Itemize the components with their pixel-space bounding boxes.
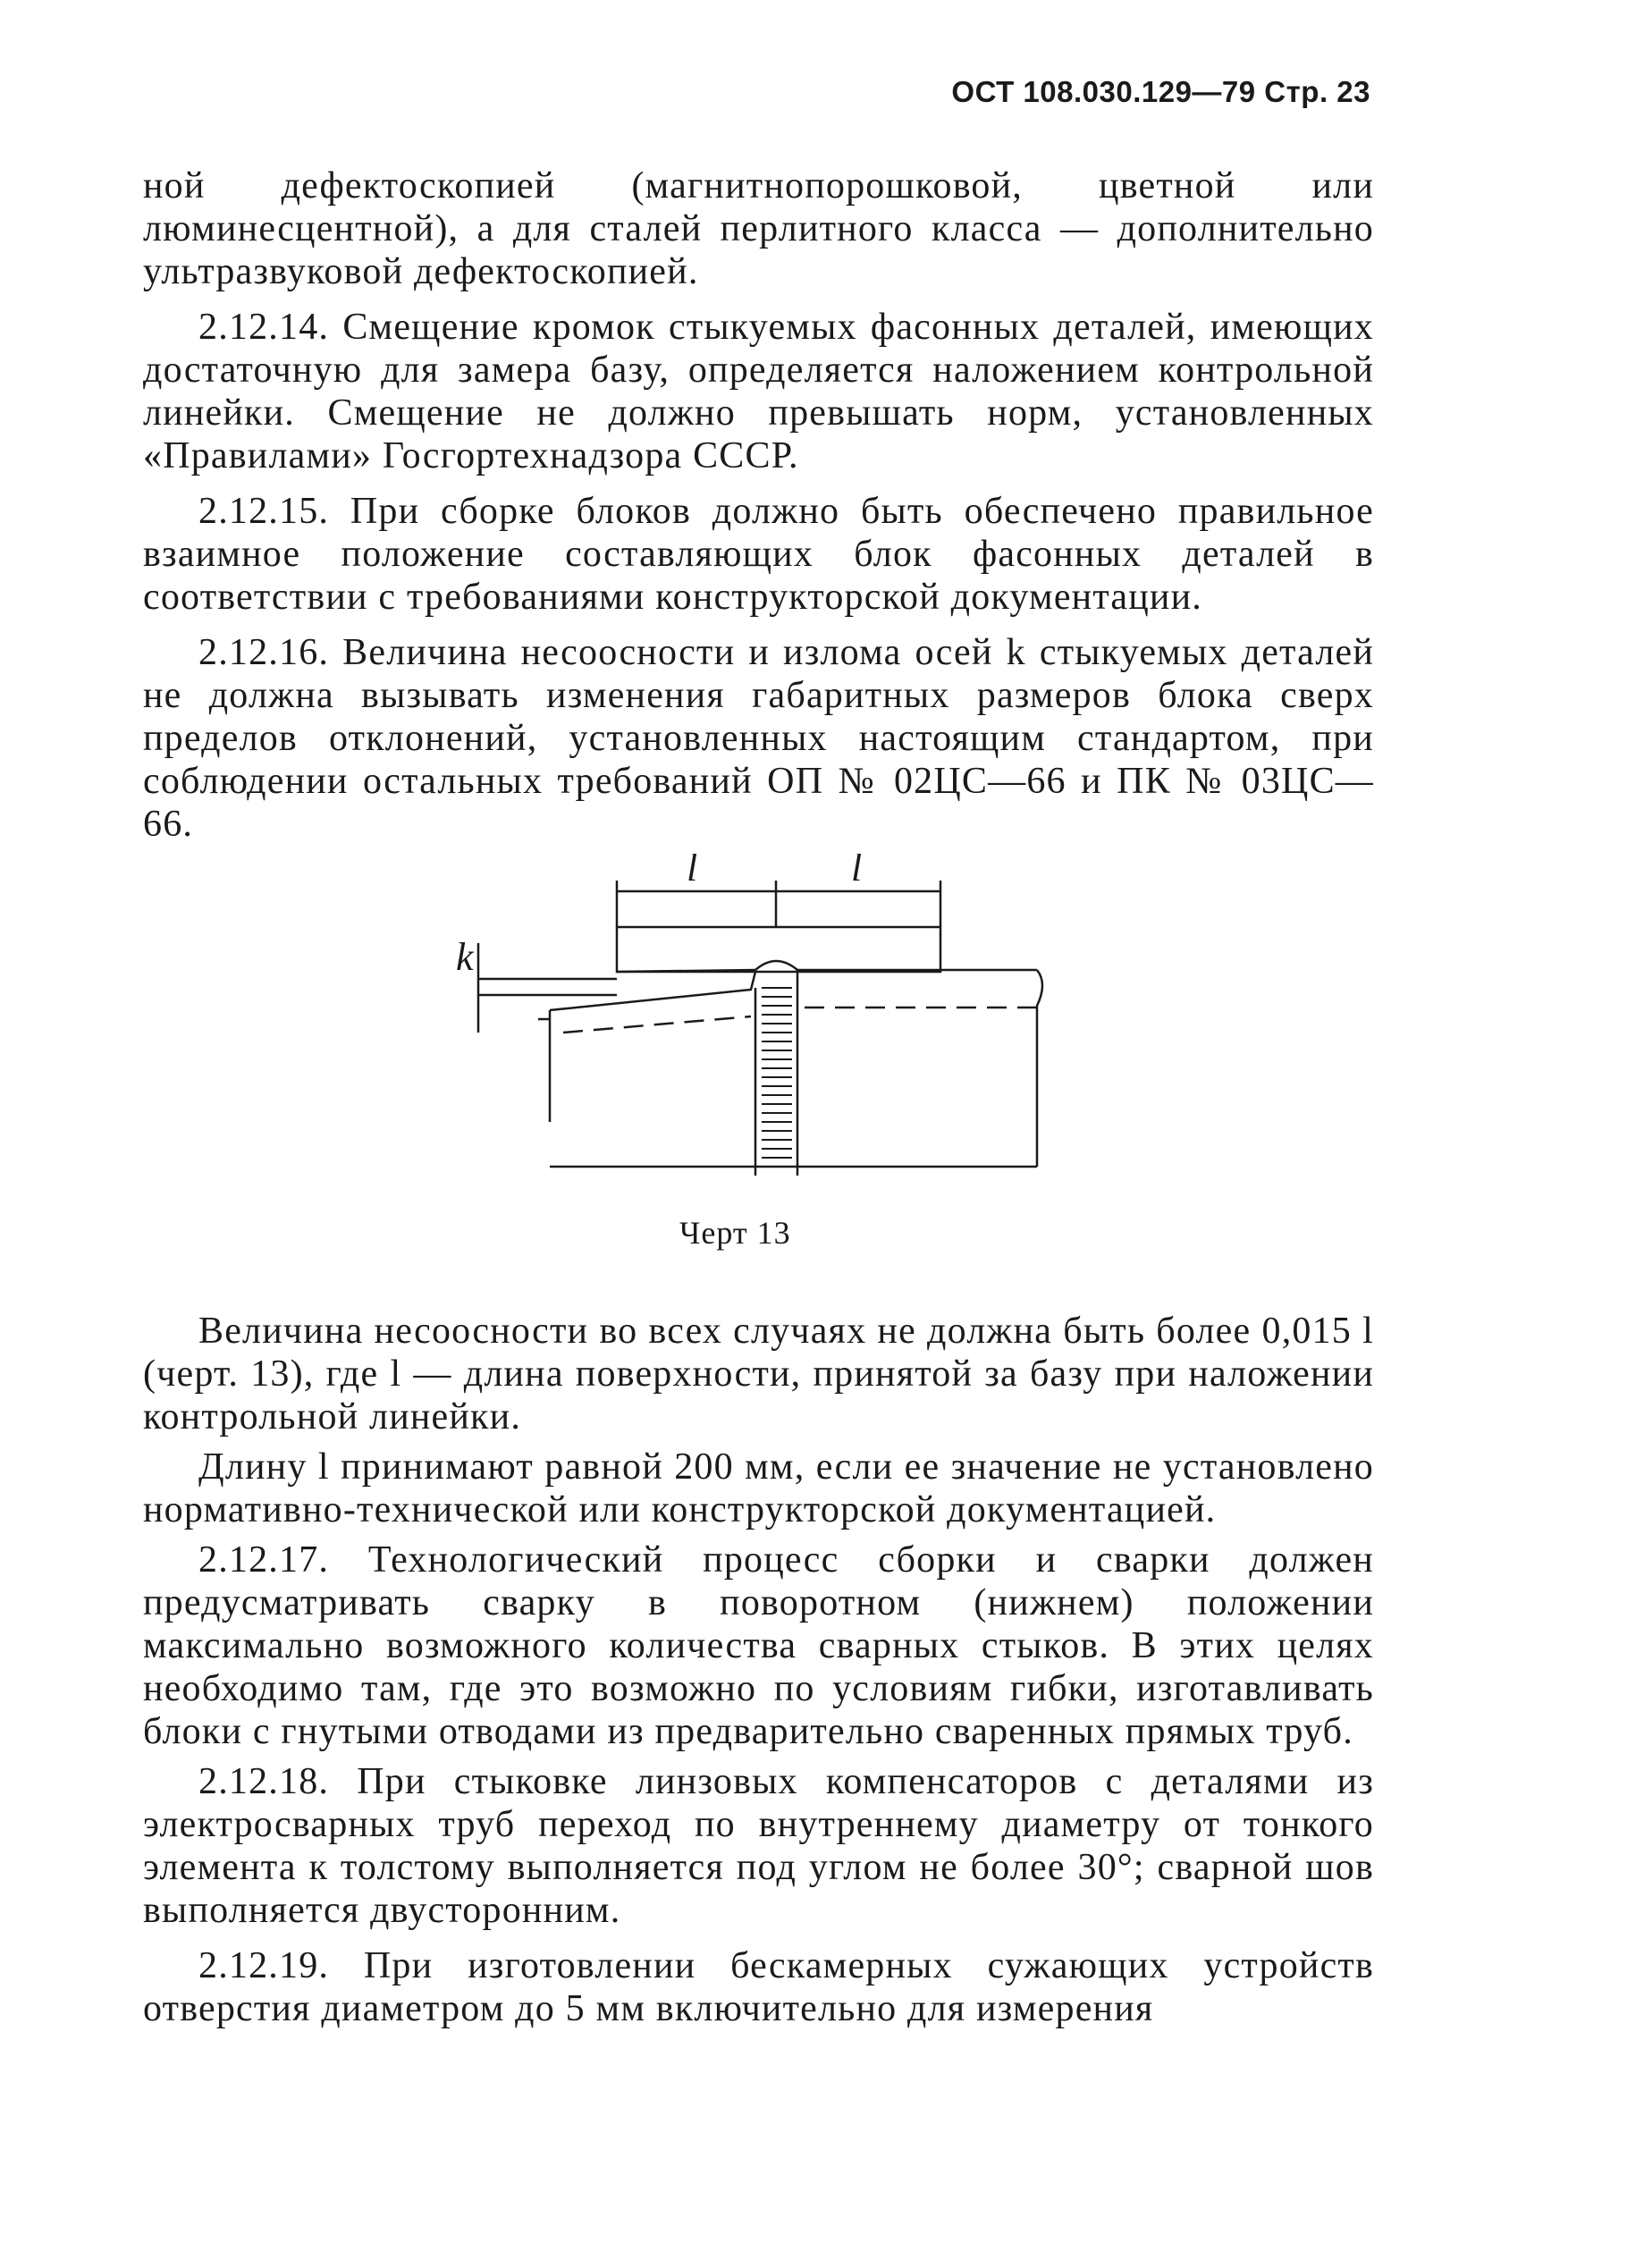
figure-caption: Черт 13 <box>679 1215 791 1251</box>
paragraph-misalignment: Величина несоосности во всех случаях не должна быть более 0,015 l (черт. 13), где l — длина поверхности, принятой за базу при наложении контрольной линейки. <box>143 1311 1374 1438</box>
text-block-bottom <box>143 1310 1374 2043</box>
paragraph-2-12-17: 2.12.17. Технологический процесс сборки и сварки должен предусматривать сварку в поворотном (нижнем) положении максимально возможного количества сварных стыков. В этих целях необходимо там, где это возможно по условиям гибки, изготавливать блоки с гнутыми отводами из предварительно сваренных прямых труб. <box>143 1539 1374 1752</box>
control-ruler <box>617 927 940 972</box>
paragraph-continuation: ной дефектоскопией (магнитнопорошковой, цветной или люминесцентной), а для сталей перлитного класса — дополнительно ультразвуковой дефектоскопией. <box>143 165 1374 292</box>
paragraph-2-12-19: 2.12.19. При изготовлении бескамерных сужающих устройств отверстия диаметром до 5 мм включительно для измерения <box>143 1945 1374 2029</box>
paragraph-2-12-14: 2.12.14. Смещение кромок стыкуемых фасонных деталей, имеющих достаточную для замера базу, определяется наложением контрольной линейки. Смещение не должно превышать норм, установленных «Правилами» Госгортехнадзора СССР. <box>143 307 1374 476</box>
label-k: k <box>456 935 474 979</box>
paragraph-2-12-18: 2.12.18. При стыковке линзовых компенсаторов с деталями из электросварных труб переход по внутреннему диаметру от тонкого элемента к толстому выполняется под углом не более 30°; сварной шов выполняется двусторонним. <box>143 1761 1374 1931</box>
label-l-right: l <box>851 854 863 889</box>
paragraph-length: Длину l принимают равной 200 мм, если ее значение не установлено нормативно-технической или конструкторской документацией. <box>143 1446 1374 1530</box>
drawing-13 <box>447 854 1091 1211</box>
drawing-13-svg <box>447 854 1091 1211</box>
page-header: ОСТ 108.030.129—79 Стр. 23 <box>951 75 1370 108</box>
label-l-left: l <box>687 854 698 889</box>
text-block-top <box>143 164 1374 858</box>
paragraph-2-12-15: 2.12.15. При сборке блоков должно быть обеспечено правильное взаимное положение составляющих блок фасонных деталей в соответствии с требованиями конструкторской документации. <box>143 491 1374 618</box>
paragraph-2-12-16: 2.12.16. Величина несоосности и излома осей k стыкуемых деталей не должна вызывать изменения габаритных размеров блока сверх пределов отклонений, установленных настоящим стандартом, при соблюдении остальных требований ОП № 02ЦС—66 и ПК № 03ЦС—66. <box>143 632 1374 845</box>
